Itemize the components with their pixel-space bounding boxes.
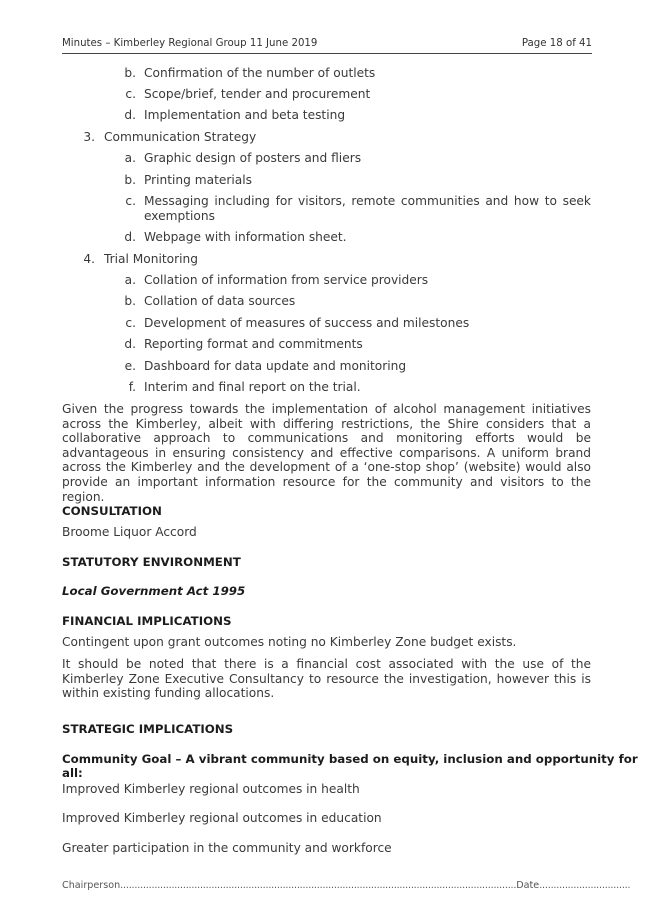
chairperson-line: ...........................................................................................................................................	[120, 880, 517, 891]
financial-text-2: It should be noted that there is a financial cost associated with the use of the Kimberley Zone Executive Consultancy to resource the investigation, however this is within existing funding allocations.	[62, 657, 591, 701]
list-text: Development of measures of success and milestones	[144, 316, 470, 330]
signature-footer	[62, 880, 631, 891]
list-marker: 4.	[83, 252, 95, 266]
date-label: Date	[516, 880, 540, 891]
date-line: ................................	[539, 880, 631, 891]
list-marker: a.	[124, 273, 136, 287]
statutory-act: Local Government Act 1995	[62, 584, 246, 598]
list-text: Collation of data sources	[144, 294, 296, 308]
list-text: Communication Strategy	[104, 130, 257, 144]
financial-text-1: Contingent upon grant outcomes noting no Kimberley Zone budget exists.	[62, 635, 517, 649]
page-number: Page 18 of 41	[521, 38, 592, 49]
list-marker: 3.	[83, 130, 95, 144]
consultation-heading: CONSULTATION	[62, 504, 162, 518]
progress-paragraph: Given the progress towards the implementation of alcohol management initiatives across the Kimberley, albeit with differing restrictions, the Shire considers that a collaborative approach to communications and monitoring efforts would be advantageous in ensuring consistency and effective comparisons. A uniform brand across the Kimberley and the development of a ‘one-stop shop’ (website) would also provide an important information resource for the community and visitors to the region.	[62, 402, 591, 504]
list-marker: f.	[128, 380, 136, 394]
list-marker: a.	[124, 151, 136, 165]
list-text: Implementation and beta testing	[144, 108, 346, 122]
strategic-line-health: Improved Kimberley regional outcomes in health	[62, 782, 360, 796]
list-text: Dashboard for data update and monitoring	[144, 359, 407, 373]
list-text: Interim and final report on the trial.	[144, 380, 361, 394]
list-marker: d.	[124, 230, 136, 244]
list-text: Reporting format and commitments	[144, 337, 363, 351]
list-marker: d.	[124, 108, 136, 122]
list-marker: b.	[124, 294, 136, 308]
list-text: Messaging including for visitors, remote communities and how to seek exemptions	[144, 194, 591, 223]
list-marker: c.	[125, 316, 136, 330]
list-text: Webpage with information sheet.	[144, 230, 347, 244]
list-text: Trial Monitoring	[104, 252, 198, 266]
header-title: Minutes – Kimberley Regional Group 11 June 2019	[62, 38, 318, 49]
page-header	[62, 37, 592, 54]
community-goal: Community Goal – A vibrant community based on equity, inclusion and opportunity for all:	[62, 752, 638, 780]
chairperson-label: Chairperson	[62, 880, 121, 891]
list-text: Confirmation of the number of outlets	[144, 66, 376, 80]
list-marker: c.	[125, 87, 136, 101]
financial-heading: FINANCIAL IMPLICATIONS	[62, 614, 232, 628]
strategic-line-participation: Greater participation in the community and workforce	[62, 841, 392, 855]
statutory-heading: STATUTORY ENVIRONMENT	[62, 555, 241, 569]
list-marker: d.	[124, 337, 136, 351]
list-text: Scope/brief, tender and procurement	[144, 87, 371, 101]
list-text: Graphic design of posters and fliers	[144, 151, 362, 165]
list-marker: e.	[124, 359, 136, 373]
list-text: Printing materials	[144, 173, 252, 187]
consultation-text: Broome Liquor Accord	[62, 525, 197, 539]
list-marker: b.	[124, 173, 136, 187]
strategic-heading: STRATEGIC IMPLICATIONS	[62, 722, 234, 736]
list-marker: c.	[125, 194, 136, 208]
list-text: Collation of information from service providers	[144, 273, 429, 287]
list-marker: b.	[124, 66, 136, 80]
strategic-line-education: Improved Kimberley regional outcomes in education	[62, 811, 382, 825]
